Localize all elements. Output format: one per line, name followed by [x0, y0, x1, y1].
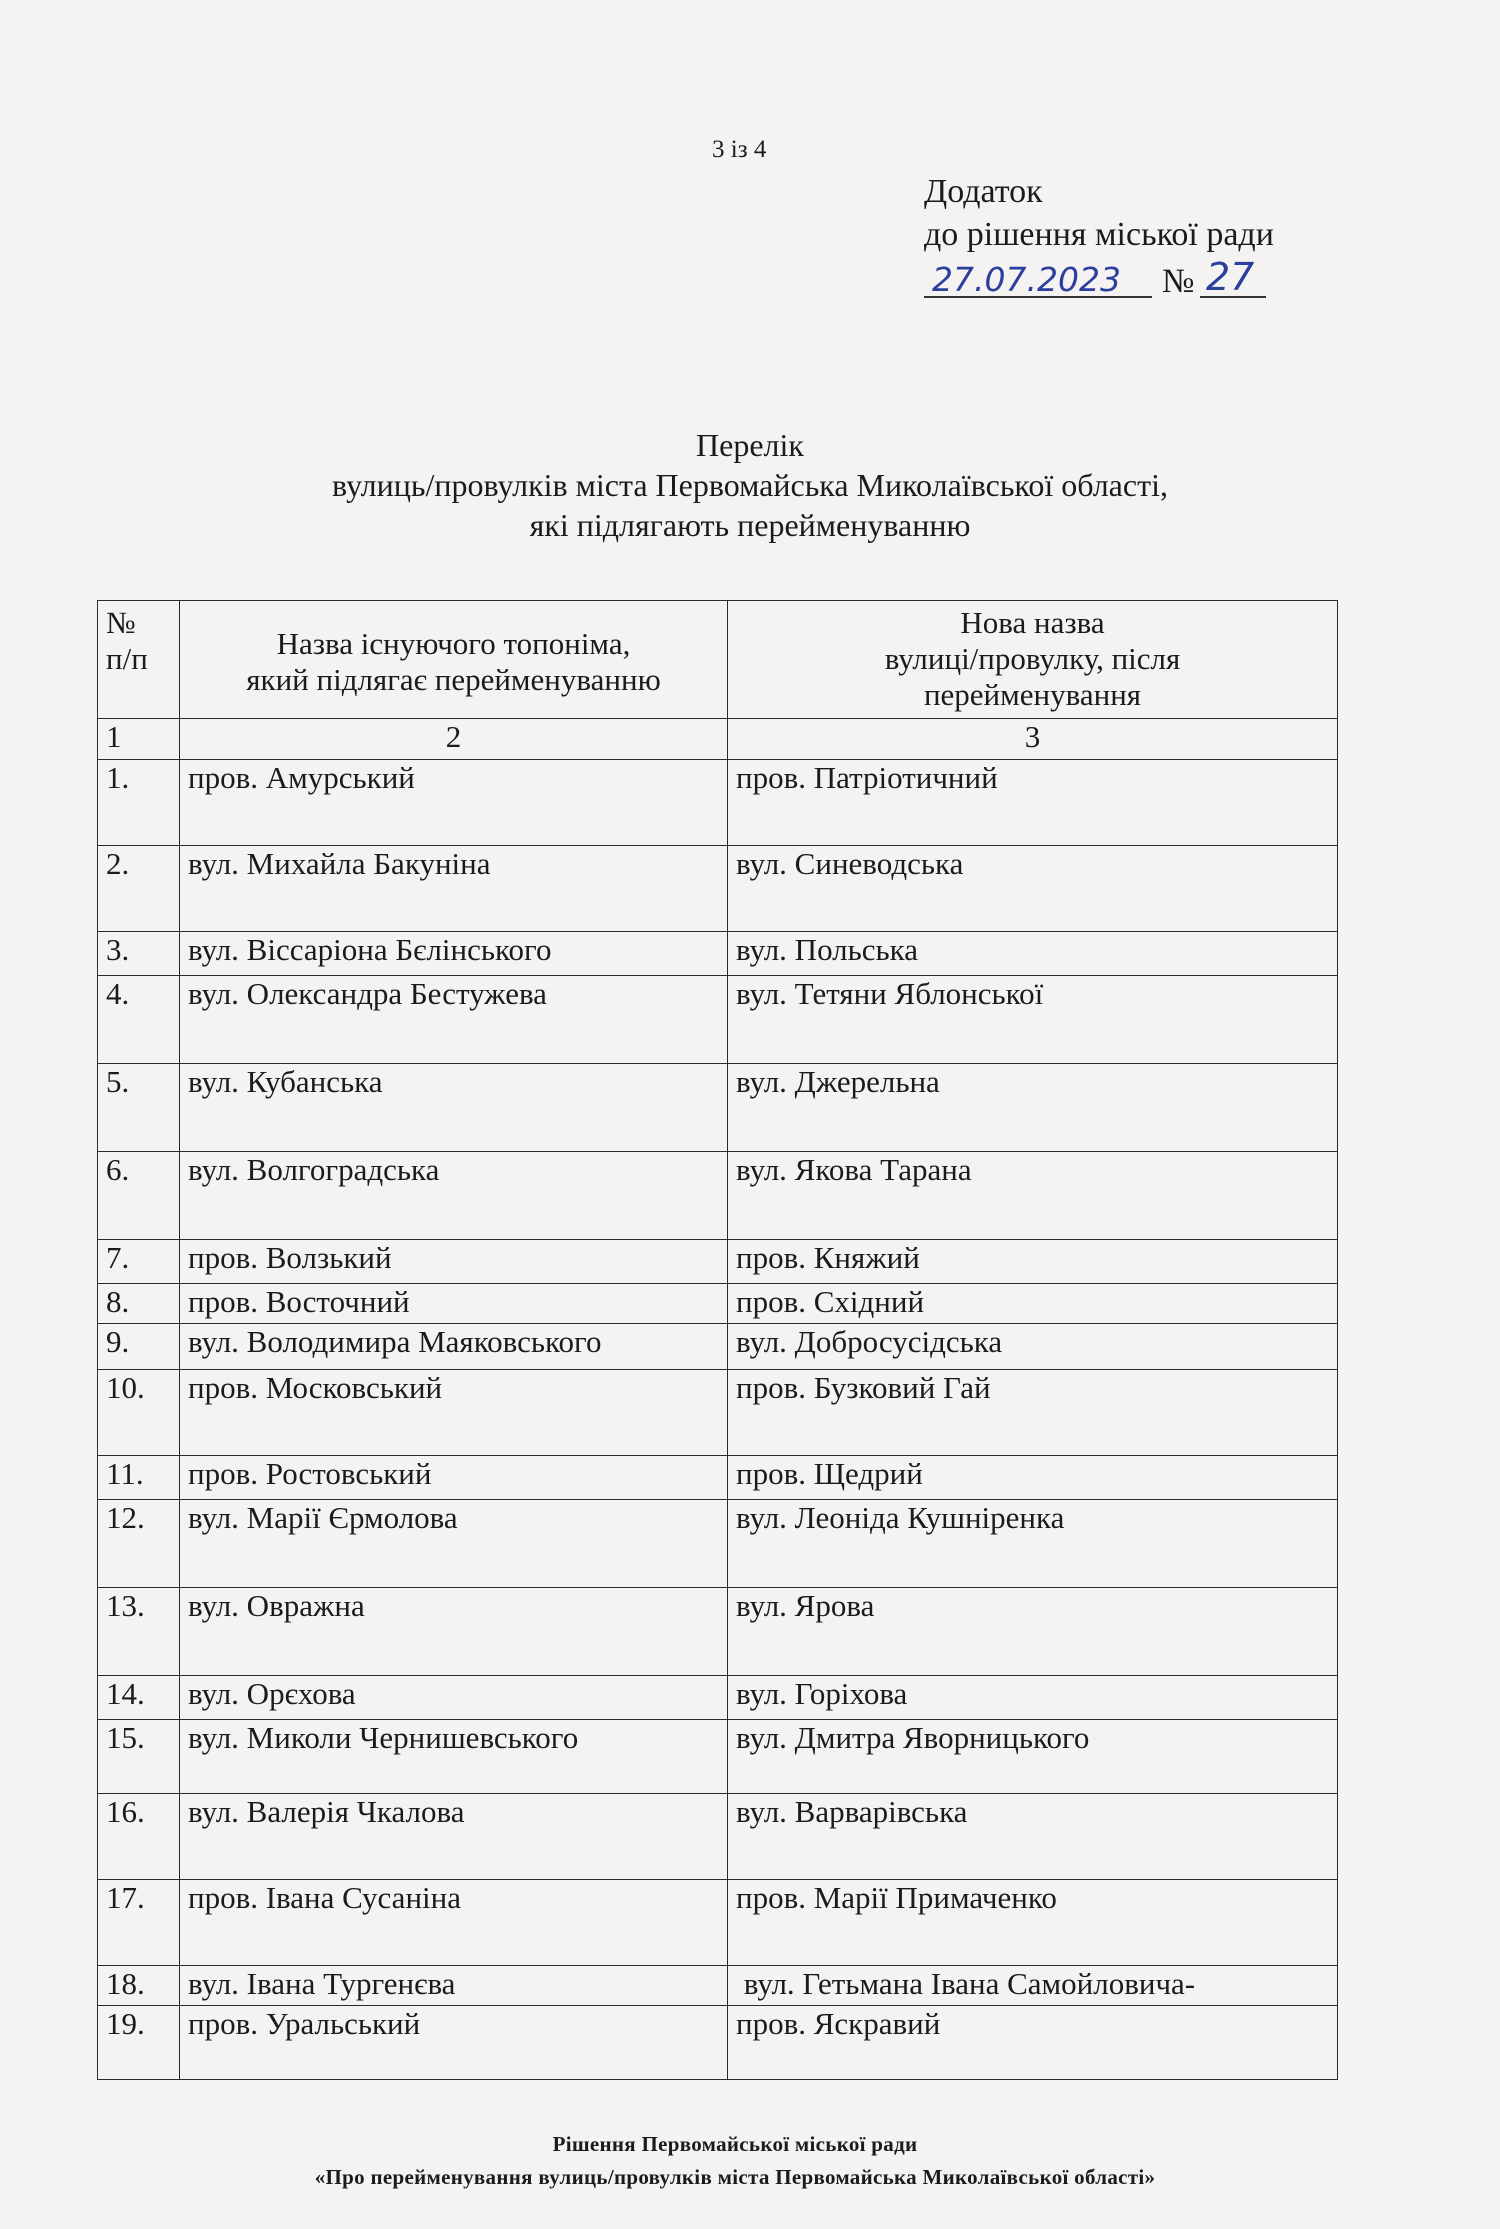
row-number: 18. — [98, 1966, 180, 2006]
new-name-cell: вул. Варварівська — [728, 1794, 1338, 1880]
old-name-cell: вул. Орєхова — [180, 1676, 728, 1720]
header-new-line-3: перейменування — [923, 677, 1142, 712]
new-name-cell: пров. Марії Примаченко — [728, 1880, 1338, 1966]
new-name-cell: вул. Польська — [728, 932, 1338, 976]
column-number-3: 3 — [728, 719, 1338, 760]
table-header-row — [98, 601, 1338, 719]
annex-decision-label: до рішення міської ради — [924, 216, 1274, 253]
table-row — [98, 1588, 1338, 1676]
header-num-line-1: № — [106, 605, 136, 640]
table-row — [98, 1720, 1338, 1794]
handwritten-date: 27.07.2023 — [932, 260, 1121, 299]
table-row — [98, 1880, 1338, 1966]
table-row — [98, 976, 1338, 1064]
new-name-cell: вул. Леоніда Кушніренка — [728, 1500, 1338, 1588]
old-name-cell: вул. Марії Єрмолова — [180, 1500, 728, 1588]
row-number: 2. — [98, 846, 180, 932]
row-number: 15. — [98, 1720, 180, 1794]
old-name-cell: пров. Московський — [180, 1370, 728, 1456]
header-new-line-2: вулиці/провулку, після — [884, 641, 1181, 676]
header-new-line-1: Нова назва — [960, 605, 1105, 640]
old-name-cell: вул. Михайла Бакуніна — [180, 846, 728, 932]
header-num-line-2: п/п — [106, 641, 148, 676]
title-line-2: вулиць/провулків міста Первомайська Миколаївської області, — [332, 467, 1168, 503]
old-name-cell: пров. Уральський — [180, 2006, 728, 2080]
annex-block — [924, 170, 1274, 302]
table-row — [98, 1966, 1338, 2006]
page-number: 3 із 4 — [712, 136, 767, 163]
new-name-cell: вул. Джерельна — [728, 1064, 1338, 1152]
old-name-cell: вул. Миколи Чернишевського — [180, 1720, 728, 1794]
row-number: 12. — [98, 1500, 180, 1588]
old-name-cell: вул. Волгоградська — [180, 1152, 728, 1240]
old-name-cell: вул. Володимира Маяковського — [180, 1324, 728, 1370]
row-number: 7. — [98, 1240, 180, 1284]
new-name-cell: вул. Тетяни Яблонської — [728, 976, 1338, 1064]
row-number: 5. — [98, 1064, 180, 1152]
column-number-row — [98, 719, 1338, 760]
header-old-line-2: який підлягає перейменуванню — [246, 661, 661, 697]
column-number-2: 2 — [180, 719, 728, 760]
renaming-table — [97, 600, 1338, 2080]
new-name-cell: вул. Дмитра Яворницького — [728, 1720, 1338, 1794]
new-name-cell: вул. Горіхова — [728, 1676, 1338, 1720]
table-row — [98, 1064, 1338, 1152]
row-number: 13. — [98, 1588, 180, 1676]
table-row — [98, 2006, 1338, 2080]
row-number: 9. — [98, 1324, 180, 1370]
row-number: 17. — [98, 1880, 180, 1966]
column-number-1: 1 — [98, 719, 180, 760]
new-name-cell: пров. Щедрий — [728, 1456, 1338, 1500]
new-name-cell: вул. Якова Тарана — [728, 1152, 1338, 1240]
number-underline — [1200, 296, 1266, 298]
new-name-cell: вул. Синеводська — [728, 846, 1338, 932]
row-number: 4. — [98, 976, 180, 1064]
table-row — [98, 1240, 1338, 1284]
old-name-cell: пров. Восточний — [180, 1284, 728, 1324]
footer-line-2: «Про перейменування вулиць/провулків міста Первомайська Миколаївської області» — [314, 2165, 1156, 2189]
table-row — [98, 846, 1338, 932]
header-old-line-1: Назва існуючого топоніма, — [276, 625, 631, 661]
old-name-cell: пров. Амурський — [180, 760, 728, 846]
footer-line-1: Рішення Первомайської міської ради — [552, 2132, 918, 2156]
row-number: 14. — [98, 1676, 180, 1720]
table-row — [98, 1324, 1338, 1370]
new-name-cell: вул. Добросусідська — [728, 1324, 1338, 1370]
header-new-name — [728, 601, 1338, 719]
row-number: 10. — [98, 1370, 180, 1456]
new-name-cell: вул. Гетьмана Івана Самойловича- — [728, 1966, 1338, 2006]
old-name-cell: вул. Віссаріона Бєлінського — [180, 932, 728, 976]
header-old-name — [180, 601, 728, 719]
date-underline — [924, 296, 1152, 298]
new-name-cell: пров. Патріотичний — [728, 760, 1338, 846]
number-sign: № — [1162, 263, 1195, 300]
new-name-cell: вул. Ярова — [728, 1588, 1338, 1676]
row-number: 19. — [98, 2006, 180, 2080]
header-num — [98, 601, 180, 719]
document-title — [170, 425, 1330, 545]
table-row — [98, 760, 1338, 846]
row-number: 16. — [98, 1794, 180, 1880]
row-number: 8. — [98, 1284, 180, 1324]
old-name-cell: вул. Кубанська — [180, 1064, 728, 1152]
row-number: 11. — [98, 1456, 180, 1500]
table-row — [98, 1152, 1338, 1240]
new-name-cell: пров. Княжий — [728, 1240, 1338, 1284]
new-name-cell: пров. Бузковий Гай — [728, 1370, 1338, 1456]
table-row — [98, 932, 1338, 976]
table-row — [98, 1284, 1338, 1324]
table-row — [98, 1456, 1338, 1500]
row-number: 1. — [98, 760, 180, 846]
title-line-1: Перелік — [696, 427, 804, 463]
old-name-cell: пров. Івана Сусаніна — [180, 1880, 728, 1966]
row-number: 3. — [98, 932, 180, 976]
annex-label: Додаток — [924, 173, 1043, 210]
annex-date-number-line — [924, 256, 1274, 302]
old-name-cell: вул. Овражна — [180, 1588, 728, 1676]
title-line-3: які підлягають перейменуванню — [529, 507, 971, 543]
old-name-cell: пров. Ростовський — [180, 1456, 728, 1500]
row-number: 6. — [98, 1152, 180, 1240]
table-row — [98, 1370, 1338, 1456]
handwritten-number: 27 — [1206, 255, 1255, 299]
footer — [180, 2128, 1290, 2194]
new-name-cell: пров. Східний — [728, 1284, 1338, 1324]
table-body — [98, 760, 1338, 2080]
old-name-cell: вул. Олександра Бестужева — [180, 976, 728, 1064]
old-name-cell: вул. Івана Тургенєва — [180, 1966, 728, 2006]
old-name-cell: пров. Волзький — [180, 1240, 728, 1284]
old-name-cell: вул. Валерія Чкалова — [180, 1794, 728, 1880]
table-row — [98, 1794, 1338, 1880]
table-row — [98, 1676, 1338, 1720]
table-row — [98, 1500, 1338, 1588]
new-name-cell: пров. Яскравий — [728, 2006, 1338, 2080]
